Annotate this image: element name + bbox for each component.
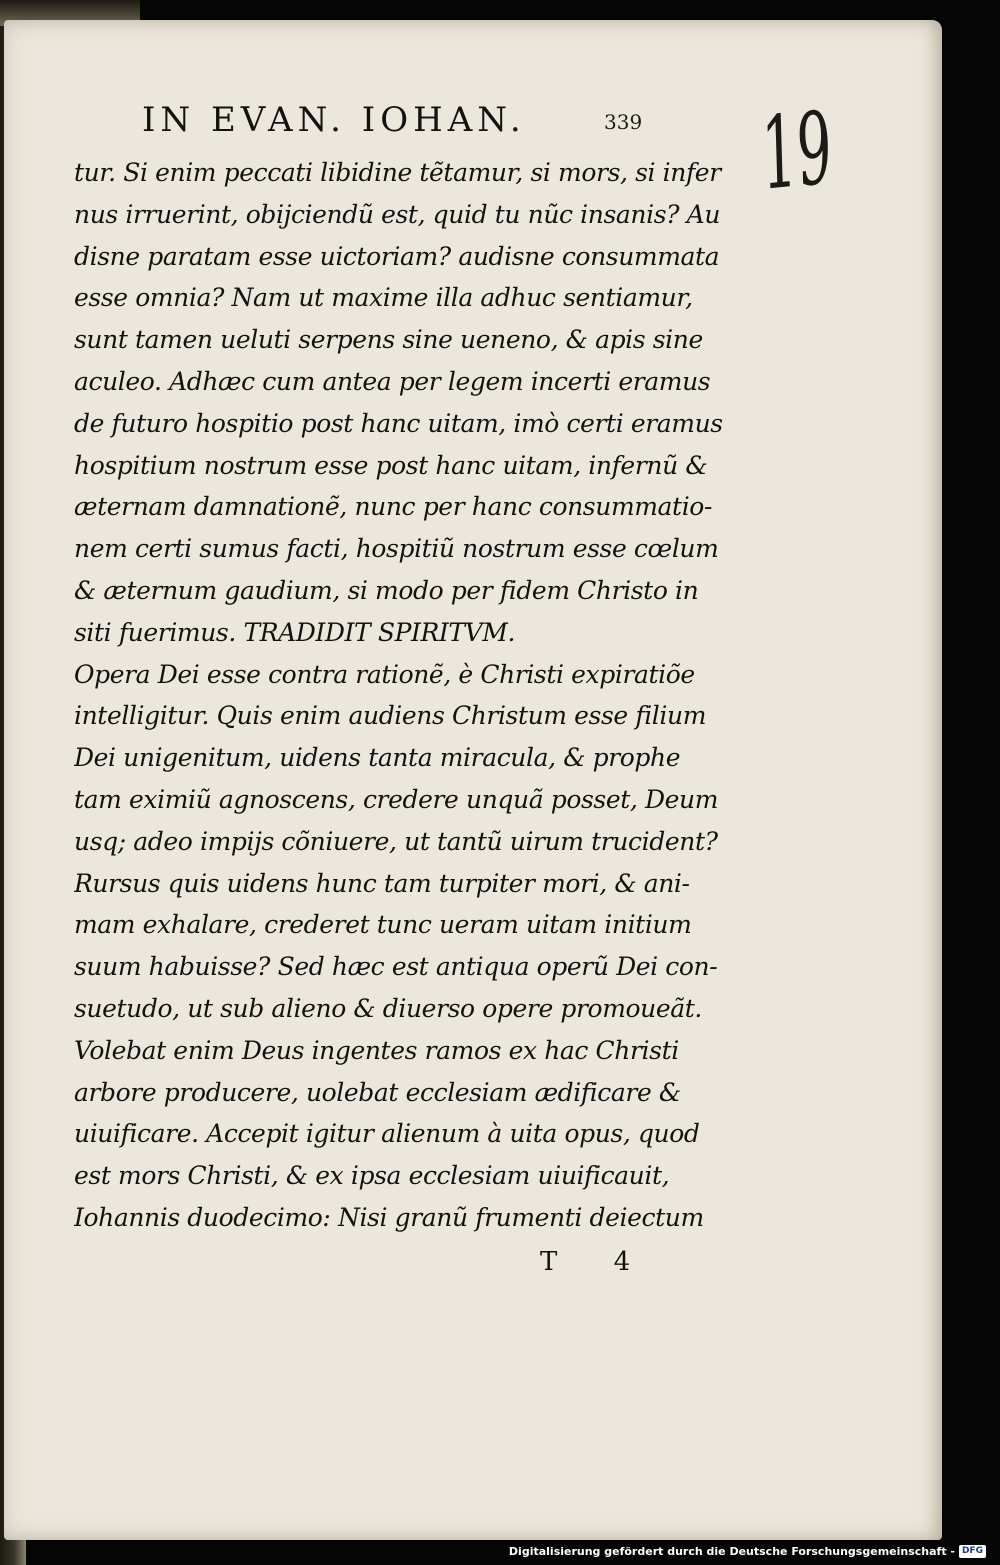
dfg-logo: DFG (959, 1545, 986, 1558)
text-line: hospitium nostrum esse post hanc uitam, infernũ & (74, 450, 708, 480)
running-title: IN EVAN. IOHAN. (142, 100, 526, 140)
text-line: Dei unigenitum, uidens tanta miracula, & prophe (74, 743, 681, 773)
text-line: æternam damnationẽ, nunc per hanc consummatio- (74, 492, 712, 522)
text-line: nem certi sumus facti, hospitiũ nostrum esse cœlum (74, 534, 719, 564)
text-line: Rursus quis uidens hunc tam turpiter mori, & ani- (74, 868, 690, 898)
text-line: usq; adeo impijs cõniuere, ut tantũ uirum trucident? (74, 826, 718, 856)
signature-mark: T 4 (540, 1247, 655, 1277)
text-line: tam eximiũ agnoscens, credere unquã posset, Deum (74, 784, 719, 814)
text-line: est mors Christi, & ex ipsa ecclesiam uiuificauit, (74, 1161, 670, 1191)
text-line: arbore producere, uolebat ecclesiam ædificare & (74, 1077, 681, 1107)
text-line: de futuro hospitio post hanc uitam, imò certi eramus (74, 408, 723, 438)
text-line: Volebat enim Deus ingentes ramos ex hac Christi (74, 1035, 679, 1065)
text-line: suum habuisse? Sed hæc est antiqua operũ Dei con- (74, 952, 718, 982)
text-line: suetudo, ut sub alieno & diuerso opere promoueãt. (74, 993, 702, 1023)
text-line: Iohannis duodecimo: Nisi granũ frumenti deiectum (74, 1202, 704, 1232)
text-line: uiuificare. Accepit igitur alienum à uita opus, quod (74, 1119, 700, 1149)
handwritten-folio-number: 19 (760, 89, 834, 213)
text-line: aculeo. Adhæc cum antea per legem incerti eramus (74, 366, 711, 396)
text-line: nus irruerint, obijciendũ est, quid tu nũc insanis? Au (74, 199, 721, 229)
text-line: mam exhalare, crederet tunc ueram uitam initium (74, 910, 692, 940)
text-line-heading: siti fuerimus. TRADIDIT SPIRITVM. (74, 617, 516, 647)
printed-page-number: 339 (604, 110, 643, 134)
digitization-credit (509, 1545, 986, 1558)
text-line: disne paratam esse uictoriam? audisne consummata (74, 241, 720, 271)
body-text (74, 152, 734, 1239)
text-line: tur. Si enim peccati libidine tẽtamur, si mors, si infer (74, 158, 721, 187)
text-line: intelligitur. Quis enim audiens Christum esse filium (74, 701, 707, 731)
credit-text: Digitalisierung gefördert durch die Deutsche Forschungsgemeinschaft - (508, 1545, 955, 1558)
text-line: sunt tamen ueluti serpens sine ueneno, & apis sine (74, 325, 703, 355)
text-line: esse omnia? Nam ut maxime illa adhuc sentiamur, (74, 283, 693, 313)
text-line: Opera Dei esse contra rationẽ, è Christi expiratiõe (74, 659, 695, 689)
text-line: & æternum gaudium, si modo per fidem Christo in (74, 575, 699, 605)
